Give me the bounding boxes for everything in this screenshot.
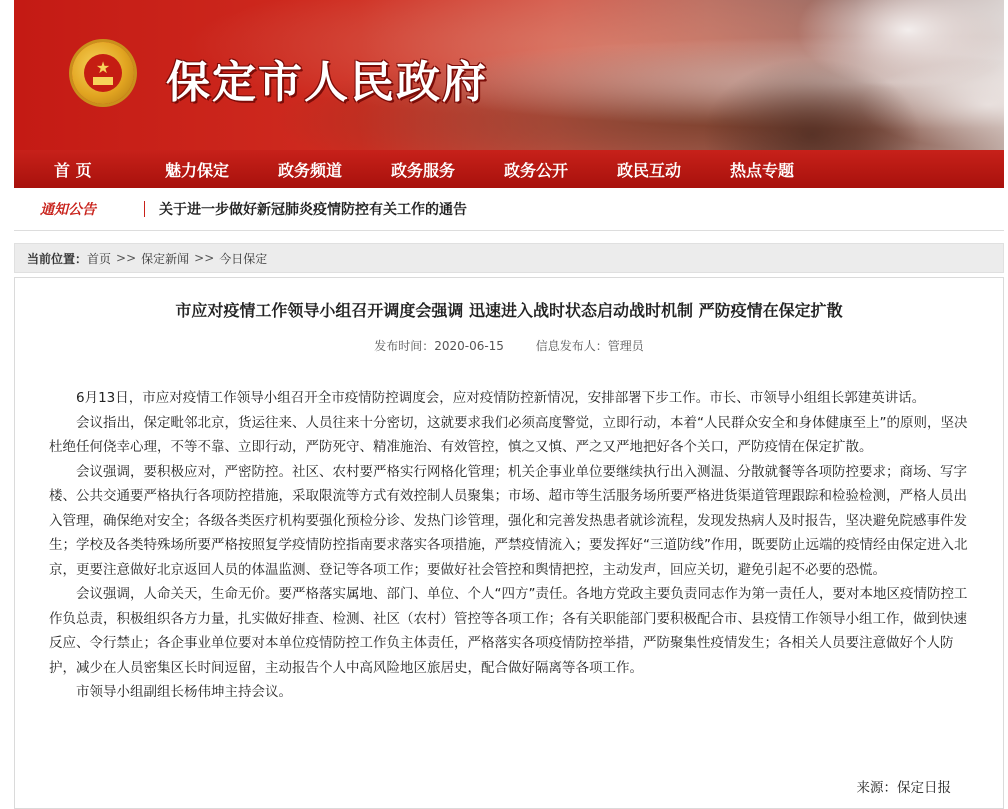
nav-item-charm-baoding[interactable]: 魅力保定	[165, 160, 230, 180]
article-paragraph: 市领导小组副组长杨伟坤主持会议。	[76, 684, 292, 700]
nav-item-home[interactable]: 首 页	[54, 160, 92, 180]
breadcrumb-home[interactable]: 首页	[87, 251, 112, 266]
nav-item-government-disclosure[interactable]: 政务公开	[504, 160, 569, 180]
breadcrumb	[14, 243, 1004, 273]
publisher	[536, 339, 644, 353]
notice-link[interactable]: 关于进一步做好新冠肺炎疫情防控有关工作的通告	[159, 202, 467, 218]
article-body	[49, 386, 969, 705]
publish-date	[374, 339, 504, 353]
notice-tag: 通知公告	[40, 202, 96, 218]
article-paragraph: 会议强调，人命关天，生命无价。要严格落实属地、部门、单位、个人“四方”责任。各地方党政主要负责同志作为第一责任人，要对本地区疫情防控工作负总责，积极组织各方力量，扎实做好排查、检测、社区（农村）管控等各项工作；各有关职能部门要积极配合市、县疫情工作领导小组工作，做到快速反应、令行禁止；各企事业单位要对本单位疫情防控工作负主体责任，严格落实各项疫情防控举措，严防聚集性疫情发生；各相关人员要注意做好个人防护，减少在人员密集区长时间逗留，主动报告个人中高风险地区旅居史，配合做好隔离等各项工作。	[49, 586, 968, 676]
nav-item-government-channel[interactable]: 政务频道	[278, 160, 343, 180]
breadcrumb-label: 当前位置：	[27, 251, 88, 266]
article-paragraph: 会议指出，保定毗邻北京，货运往来、人员往来十分密切，这就要求我们必须高度警觉，立即行动，本着“人民群众安全和身体健康至上”的原则，坚决杜绝任何侥幸心理，不等不靠、立即行动，严防死守、精准施治、有效管控，慎之又慎、严之又严地把好各个关口，严防疫情在保定扩散。	[49, 414, 968, 455]
publisher-label: 信息发布人：	[535, 339, 608, 353]
article-paragraph: 6月13日，市应对疫情工作领导小组召开全市疫情防控调度会，应对疫情防控新情况，安排部署下步工作。市长、市领导小组组长郭建英讲话。	[76, 390, 926, 406]
publish-date-label: 发布时间：	[374, 339, 435, 353]
site-title: 保定市人民政府	[166, 57, 488, 108]
article	[14, 277, 1004, 809]
banner-scenery	[684, 0, 1004, 150]
national-emblem-icon: ★	[72, 42, 134, 104]
breadcrumb-separator: >>	[194, 251, 215, 265]
nav-item-government-services[interactable]: 政务服务	[391, 160, 456, 180]
article-paragraph: 会议强调，要积极应对，严密防控。社区、农村要严格实行网格化管理；机关企事业单位要继续执行出入测温、分散就餐等各项防控要求；商场、写字楼、公共交通要严格执行各项防控措施，采取限流等方式有效控制人员聚集；市场、超市等生活服务场所要严格进货渠道管理跟踪和检验检测，严格人员出入管理，确保绝对安全；各级各类医疗机构要强化预检分诊、发热门诊管理，强化和完善发热患者就诊流程，发现发热病人及时报告，坚决避免院感事件发生；学校及各类特殊场所要严格按照复学疫情防控指南要求落实各项措施，严禁疫情流入；要发挥好“三道防线”作用，既要防止远端的疫情经由保定进入北京，更要注意做好北京返回人员的体温监测、登记等各项工作；要做好社会管控和舆情把控，主动发声，回应关切，避免引起不必要的恐慌。	[49, 463, 968, 578]
nav-item-public-interaction[interactable]: 政民互动	[617, 160, 682, 180]
breadcrumb-separator: >>	[116, 251, 137, 265]
nav-item-hot-topics[interactable]: 热点专题	[730, 160, 795, 180]
notice-divider	[144, 201, 145, 217]
breadcrumb-today-baoding[interactable]: 今日保定	[219, 251, 268, 266]
site-banner	[14, 0, 1004, 150]
publish-date-value: 2020-06-15	[434, 339, 504, 353]
breadcrumb-baoding-news[interactable]: 保定新闻	[141, 251, 190, 266]
page	[14, 0, 1004, 809]
main-nav	[14, 150, 1004, 188]
publisher-value: 管理员	[607, 339, 644, 353]
article-source: 来源：保定日报	[856, 780, 951, 796]
article-meta	[15, 337, 1003, 354]
notice-bar	[14, 188, 1004, 231]
article-headline: 市应对疫情工作领导小组召开调度会强调 迅速进入战时状态启动战时机制 严防疫情在保定扩散	[175, 301, 843, 320]
